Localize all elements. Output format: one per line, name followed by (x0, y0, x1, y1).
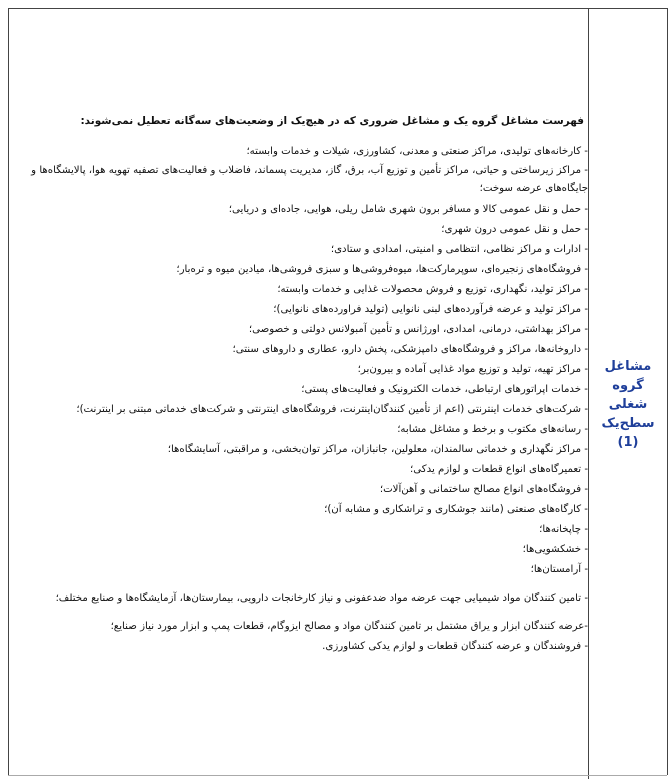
list-item: - چاپخانه‌ها؛ (539, 524, 588, 535)
list-item: - خدمات اپراتورهای ارتباطی، خدمات الکترونیک و فعالیت‌های پستی؛ (301, 384, 588, 395)
list-item: - مراکز نگهداری و خدماتی سالمندان، معلولین، جانبازان، مراکز توان‌بخشی، و مراقبتی، آسایشگاه‌ها؛ (167, 444, 588, 455)
list-item: - داروخانه‌ها، مراکز و فروشگاه‌های دامپزشکی، پخش دارو، عطاری و داروهای سنتی؛ (232, 344, 588, 355)
list-item: - فروشگاه‌های زنجیره‌ای، سوپرمارکت‌ها، میوه‌فروشی‌ها و سبزی فروشی‌ها، میادین میوه و تره‌بار؛ (176, 264, 588, 275)
list-item: - کارگاه‌های صنعتی (مانند جوشکاری و تراشکاری و مشابه آن)؛ (324, 504, 588, 515)
list-heading: فهرست مشاغل گروه یک و مشاغل ضروری که در هیچ‌یک از وضعیت‌های سه‌گانه تعطیل نمی‌شوند: (80, 115, 584, 127)
jobs-list-cell (10, 112, 588, 657)
group-label: مشاغل گروه شغلی سطح‌یک (1) (601, 359, 655, 450)
list-item: - مراکز بهداشتی، درمانی، امدادی، اورژانس و تأمین آمبولانس دولتی و خصوصی؛ (248, 324, 588, 335)
list-item: - خشکشویی‌ها؛ (522, 544, 588, 555)
list-item: - فروشگاه‌های انواع مصالح ساختمانی و آهن‌آلات؛ (379, 484, 588, 495)
list-item: - مراکز تهیه، تولید و توزیع مواد غذایی آماده و بیرون‌بر؛ (357, 364, 588, 375)
list-item: - تامین کنندگان مواد شیمیایی جهت عرضه مواد ضدعفونی و نیاز کارخانجات دارویی، بیمارستان‌ها، آزمایشگاه‌ها و صنایع مختلف؛ (55, 593, 588, 604)
table-bottom-line (8, 775, 667, 776)
list-item: - فروشندگان و عرضه کنندگان قطعات و لوازم یدکی کشاورزی. (322, 641, 588, 652)
list-item: - کارخانه‌های تولیدی، مراکز صنعتی و معدنی، کشاورزی، شیلات و خدمات وابسته؛ (246, 146, 588, 157)
column-divider (588, 8, 589, 779)
list-item: - مراکز تولید و عرضه فرآورده‌های لبنی نانوایی (تولید فراورده‌های نانوایی)؛ (273, 304, 588, 315)
list-item: - حمل و نقل عمومی کالا و مسافر برون شهری شامل ریلی، هوایی، جاده‌ای و دریایی؛ (228, 204, 588, 215)
list-item: - شرکت‌های خدمات اینترنتی (اعم از تأمین کنندگان‌اینترنت، فروشگاه‌های اینترنتی و شرکت‌های خدماتی مبتنی بر اینترنت)؛ (76, 404, 588, 415)
list-item: - رسانه‌های مکتوب و برخط و مشاغل مشابه؛ (397, 424, 588, 435)
list-item: - آرامستان‌ها؛ (530, 564, 588, 575)
list-item: -عرضه کنندگان ابزار و یراق مشتمل بر تامین کنندگان مواد و مصالح ایزوگام، قطعات پمپ و ابزار مورد نیاز صنایع؛ (110, 621, 588, 632)
list-item: - مراکز زیرساختی و حیاتی، مراکز تأمین و توزیع آب، برق، گاز، مدیریت پسماند، فاضلاب و فعالیت‌های تصفیه تهویه هوا، پالایشگاه‌ها و جایگاه‌های عرضه سوخت؛ (31, 165, 588, 194)
list-item: - تعمیرگاه‌های انواع قطعات و لوازم یدکی؛ (410, 464, 588, 475)
list-item: - ادارات و مراکز نظامی، انتظامی و امنیتی، امدادی و ستادی؛ (330, 244, 588, 255)
list-item: - حمل و نقل عمومی درون شهری؛ (441, 224, 588, 235)
list-item: - مراکز تولید، نگهداری، توزیع و فروش محصولات غذایی و خدمات وابسته؛ (277, 284, 588, 295)
